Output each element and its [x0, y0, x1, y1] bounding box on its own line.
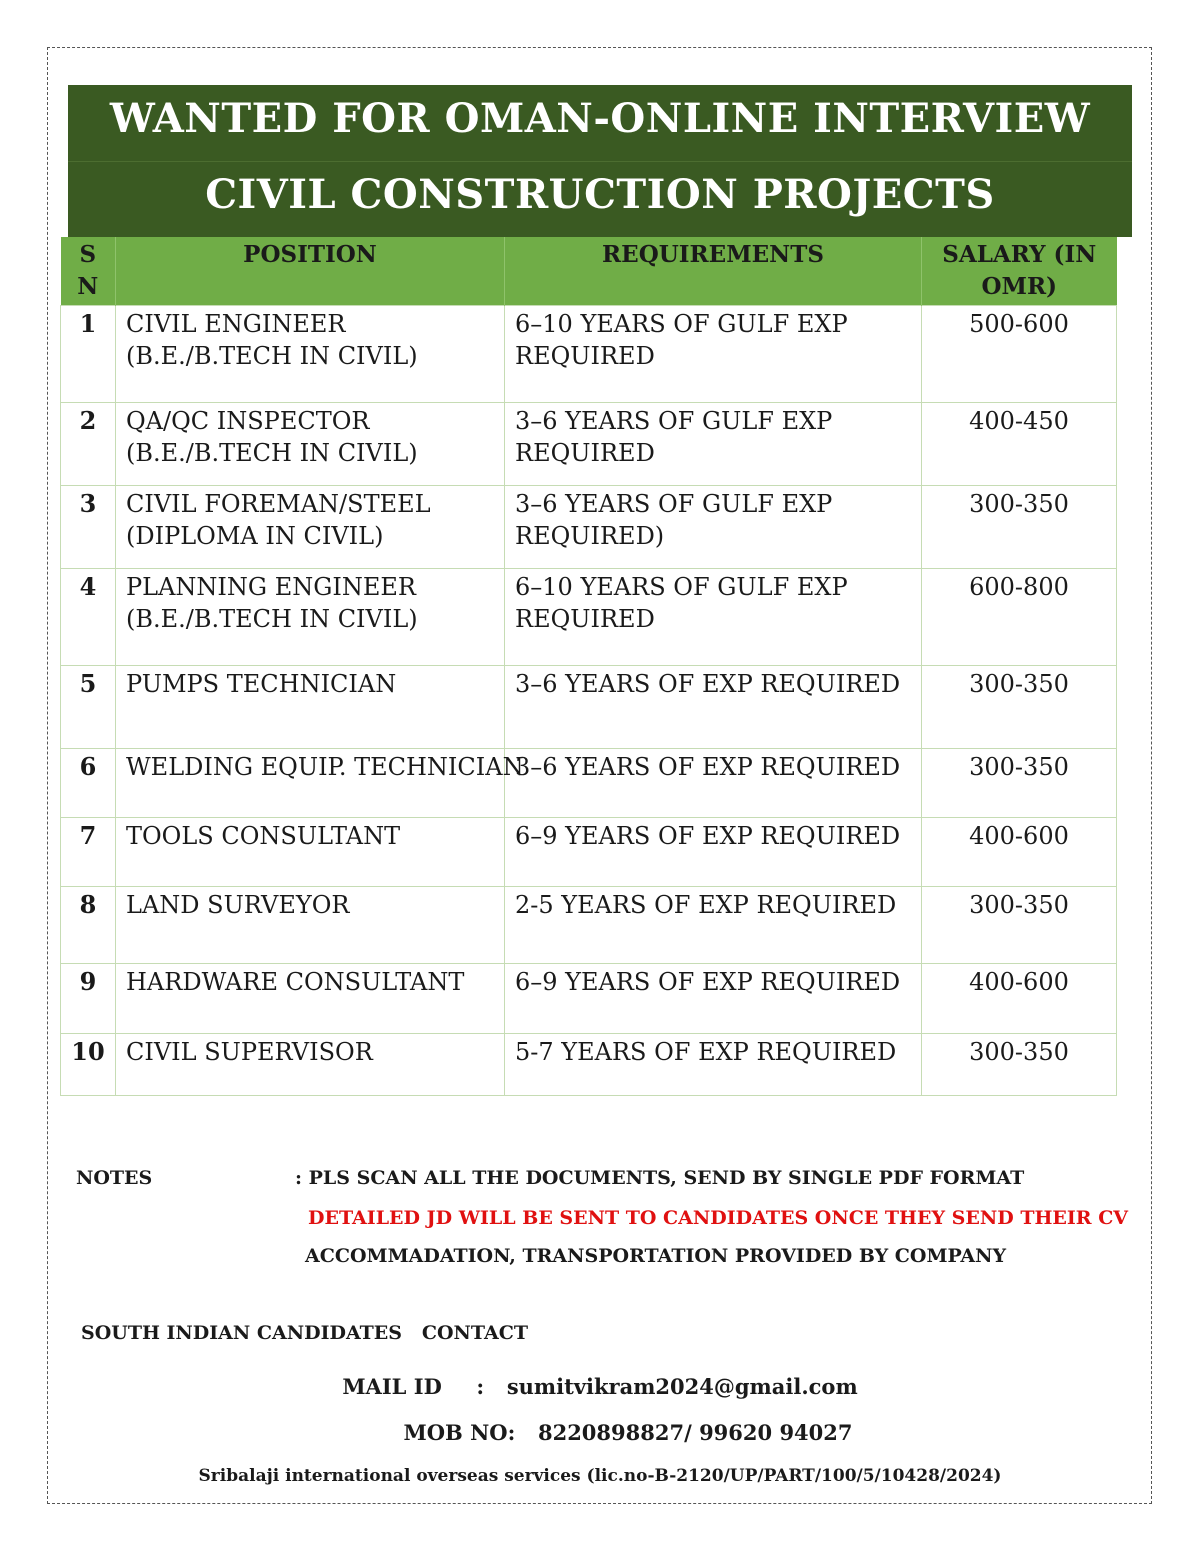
row-requirement-continued: REQUIRED) — [515, 522, 665, 550]
row-position-cell — [116, 306, 505, 403]
row-requirement-continued: REQUIRED — [515, 605, 655, 633]
table-row — [61, 569, 1117, 666]
row-position-cell — [116, 486, 505, 569]
notes-label: NOTES — [76, 1167, 153, 1189]
row-salary: 600-800 — [922, 569, 1117, 666]
notes-line-3: ACCOMMADATION, TRANSPORTATION PROVIDED BY COMPANY — [305, 1245, 1007, 1267]
row-position-cell — [116, 749, 524, 818]
row-requirements-cell — [505, 486, 922, 569]
header-sn: S N — [61, 237, 116, 306]
jobs-table — [60, 237, 1117, 1096]
row-requirement: 3–6 YEARS OF GULF EXP — [515, 407, 833, 435]
row-position: CIVIL ENGINEER — [126, 310, 346, 338]
row-sn: 2 — [61, 403, 116, 486]
row-sn: 10 — [61, 1034, 116, 1096]
row-sn: 5 — [61, 666, 116, 749]
row-qualification: (DIPLOMA IN CIVIL) — [126, 522, 384, 550]
row-requirements-cell — [505, 666, 922, 749]
row-requirements-cell — [505, 749, 922, 818]
row-requirement-continued: REQUIRED — [515, 342, 655, 370]
row-position: WELDING EQUIP. TECHNICIAN — [126, 753, 524, 781]
row-sn: 1 — [61, 306, 116, 403]
header-salary: SALARY (IN OMR) — [922, 237, 1117, 306]
row-qualification: (B.E./B.TECH IN CIVIL) — [126, 605, 418, 633]
row-position: TOOLS CONSULTANT — [126, 822, 401, 850]
row-salary: 300-350 — [922, 1034, 1117, 1096]
banner-divider — [68, 161, 1132, 162]
mail-separator: : — [476, 1374, 485, 1399]
row-requirement-continued: REQUIRED — [515, 439, 655, 467]
row-position-cell — [116, 666, 505, 749]
header-banner — [68, 85, 1132, 237]
row-requirements-cell — [505, 306, 922, 403]
table-row — [61, 964, 1117, 1034]
mail-label: MAIL ID — [342, 1374, 442, 1399]
table-row — [61, 818, 1117, 887]
row-position: HARDWARE CONSULTANT — [126, 968, 465, 996]
row-position: CIVIL SUPERVISOR — [126, 1038, 373, 1066]
row-position-cell — [116, 403, 505, 486]
row-requirements-cell — [505, 964, 922, 1034]
row-requirements-cell — [505, 569, 922, 666]
row-requirement: 3–6 YEARS OF EXP REQUIRED — [515, 753, 901, 781]
row-qualification: (B.E./B.TECH IN CIVIL) — [126, 439, 418, 467]
mobile-line — [28, 1420, 1200, 1445]
table-row — [61, 306, 1117, 403]
row-salary: 400-600 — [922, 818, 1117, 887]
row-sn: 3 — [61, 486, 116, 569]
row-requirement: 2-5 YEARS OF EXP REQUIRED — [515, 891, 897, 919]
license-line: Sribalaji international overseas services (lic.no-B-2120/UP/PART/100/5/10428/2024) — [198, 1466, 1002, 1486]
row-position: LAND SURVEYOR — [126, 891, 350, 919]
row-requirement: 6–9 YEARS OF EXP REQUIRED — [515, 822, 901, 850]
banner-subtitle: CIVIL CONSTRUCTION PROJECTS — [205, 171, 995, 218]
row-sn: 7 — [61, 818, 116, 887]
table-row — [61, 1034, 1117, 1096]
row-sn: 8 — [61, 887, 116, 964]
row-requirement: 3–6 YEARS OF EXP REQUIRED — [515, 670, 901, 698]
table-row — [61, 887, 1117, 964]
row-requirements-cell — [505, 887, 922, 964]
row-position-cell — [116, 818, 505, 887]
row-position-cell — [116, 569, 505, 666]
row-position: PLANNING ENGINEER — [126, 573, 416, 601]
header-requirements: REQUIREMENTS — [505, 237, 922, 306]
row-requirement: 6–10 YEARS OF GULF EXP — [515, 573, 848, 601]
row-salary: 300-350 — [922, 749, 1117, 818]
notes-line-2: DETAILED JD WILL BE SENT TO CANDIDATES ONCE THEY SEND THEIR CV — [308, 1207, 1129, 1229]
mail-line — [0, 1374, 1200, 1399]
row-salary: 400-450 — [922, 403, 1117, 486]
row-requirement: 6–10 YEARS OF GULF EXP — [515, 310, 848, 338]
row-requirements-cell — [505, 818, 922, 887]
row-requirement: 5-7 YEARS OF EXP REQUIRED — [515, 1038, 897, 1066]
row-position: QA/QC INSPECTOR — [126, 407, 370, 435]
mail-value[interactable]: sumitvikram2024@gmail.com — [506, 1374, 858, 1399]
contact-heading: SOUTH INDIAN CANDIDATES CONTACT — [81, 1322, 528, 1344]
mobile-value[interactable]: 8220898827/ 99620 94027 — [537, 1420, 853, 1445]
row-sn: 6 — [61, 749, 116, 818]
notes-line-1: : PLS SCAN ALL THE DOCUMENTS, SEND BY SINGLE PDF FORMAT — [295, 1167, 1025, 1189]
row-salary: 300-350 — [922, 666, 1117, 749]
row-position: CIVIL FOREMAN/STEEL — [126, 490, 431, 518]
row-requirement: 6–9 YEARS OF EXP REQUIRED — [515, 968, 901, 996]
table-header-row — [61, 237, 1117, 306]
row-requirement: 3–6 YEARS OF GULF EXP — [515, 490, 833, 518]
table-row — [61, 666, 1117, 749]
row-position: PUMPS TECHNICIAN — [126, 670, 397, 698]
mobile-label: MOB NO: — [403, 1420, 516, 1445]
row-qualification: (B.E./B.TECH IN CIVIL) — [126, 342, 418, 370]
row-salary: 500-600 — [922, 306, 1117, 403]
row-requirements-cell — [505, 403, 922, 486]
row-requirements-cell — [505, 1034, 922, 1096]
table-row — [61, 403, 1117, 486]
banner-title: WANTED FOR OMAN-ONLINE INTERVIEW — [109, 95, 1091, 142]
header-position: POSITION — [116, 237, 505, 306]
row-salary: 300-350 — [922, 887, 1117, 964]
row-position-cell — [116, 887, 505, 964]
row-sn: 4 — [61, 569, 116, 666]
row-salary: 400-600 — [922, 964, 1117, 1034]
row-salary: 300-350 — [922, 486, 1117, 569]
row-position-cell — [116, 964, 505, 1034]
row-sn: 9 — [61, 964, 116, 1034]
table-row — [61, 749, 1117, 818]
row-position-cell — [116, 1034, 505, 1096]
table-row — [61, 486, 1117, 569]
